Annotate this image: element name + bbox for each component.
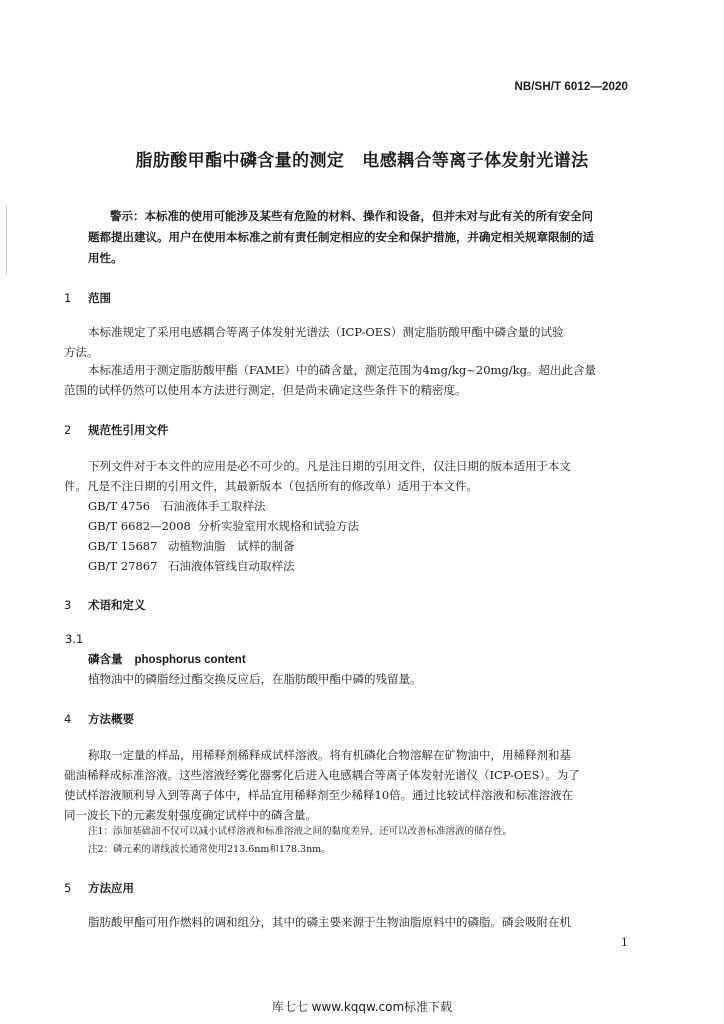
- term-name: [88, 651, 246, 667]
- section-3-heading: [64, 597, 146, 613]
- term-number: 3.1: [65, 632, 84, 646]
- page-number: 1: [621, 936, 628, 949]
- note-2: 注2：磷元素的谱线波长通常使用213.6nm和178.3nm。: [88, 844, 331, 855]
- document-title: [0, 146, 724, 171]
- section-5-title: 方法应用: [88, 881, 134, 895]
- section-4-paragraph-1: [64, 745, 636, 825]
- warning-line-3: 用性。: [88, 251, 123, 265]
- section-2-number: 2: [64, 423, 72, 437]
- reference-item: [88, 536, 295, 556]
- reference-title: 石油液体手工取样法: [162, 499, 266, 513]
- warning-line-2: 题都提出建议。用户在使用本标准之前有责任制定相应的安全和保护措施，并确定相关规章限制的适: [88, 230, 594, 244]
- term-definition: 植物油中的磷脂经过酯交换反应后，在脂肪酸甲酯中磷的残留量。: [88, 672, 422, 686]
- s1-p1-line-2: 方法。: [64, 345, 99, 359]
- reference-title: 分析实验室用水规格和试验方法: [198, 519, 359, 533]
- section-1-number: 1: [64, 291, 72, 305]
- section-1-title: 范围: [88, 291, 111, 305]
- reference-code: GB/T 6682—2008: [88, 519, 191, 533]
- note-1: 注1：添加基础油不仅可以减小试样溶液和标准溶液之间的黏度差异，还可以改善标准溶液的储存性。: [88, 826, 513, 837]
- section-2-heading: [64, 422, 169, 438]
- s1-p2-line-2: 范围的试样仍然可以使用本方法进行测定，但是尚未确定这些条件下的精密度。: [64, 383, 467, 397]
- section-4-title: 方法概要: [88, 712, 134, 726]
- s2-p1-line-2: 件。凡是不注日期的引用文件，其最新版本（包括所有的修改单）适用于本文件。: [64, 479, 478, 493]
- section-2-paragraph-1: [64, 456, 636, 496]
- section-4-number: 4: [64, 712, 72, 726]
- footer-watermark: 库七七 www.kqqw.com标准下载: [271, 1000, 453, 1014]
- reference-item: [88, 496, 266, 516]
- term-english: phosphorus content: [134, 654, 246, 666]
- section-1-paragraph-1: [64, 322, 636, 362]
- section-1-heading: [64, 290, 111, 306]
- reference-code: GB/T 27867: [88, 559, 158, 573]
- reference-title: 动植物油脂 试样的制备: [168, 539, 295, 553]
- term-chinese: 磷含量: [88, 652, 123, 666]
- scan-margin-line: [6, 205, 7, 275]
- section-1-paragraph-2: [64, 360, 636, 400]
- s4-p1-line-3: 使试样溶液顺利导入到等离子体中，样品宜用稀释剂至少稀释10倍。通过比较试样溶液和标准溶液在: [64, 788, 574, 802]
- section-4-heading: [64, 711, 134, 727]
- reference-code: GB/T 15687: [88, 539, 158, 553]
- s2-p1-line-1: 下列文件对于本文件的应用是必不可少的。凡是注日期的引用文件，仅注日期的版本适用于本文: [88, 459, 571, 473]
- reference-item: [88, 556, 295, 576]
- section-2-title: 规范性引用文件: [88, 423, 169, 437]
- s4-p1-line-4: 同一波长下的元素发射强度确定试样中的磷含量。: [64, 808, 317, 822]
- title-part-1: 脂肪酸甲酯中磷含量的测定: [135, 151, 345, 171]
- s1-p2-line-1: 本标准适用于测定脂肪酸甲酯（FAME）中的磷含量，测定范围为4mg/kg~20mg/kg。超出此含量: [88, 363, 596, 377]
- warning-paragraph: [88, 206, 634, 269]
- section-5-number: 5: [64, 881, 72, 895]
- reference-item: [88, 516, 359, 536]
- s1-p1-line-1: 本标准规定了采用电感耦合等离子体发射光谱法（ICP-OES）测定脂肪酸甲酯中磷含量的试验: [88, 325, 564, 339]
- section-5-heading: [64, 880, 134, 896]
- reference-title: 石油液体管线自动取样法: [168, 559, 295, 573]
- section-3-number: 3: [64, 598, 72, 612]
- s4-p1-line-1: 称取一定量的样品，用稀释剂稀释成试样溶液。将有机磷化合物溶解在矿物油中，用稀释剂和基: [88, 748, 571, 762]
- section-5-paragraph-1: 脂肪酸甲酯可用作燃料的调和组分，其中的磷主要来源于生物油脂原料中的磷脂。磷会吸附在机: [88, 915, 571, 929]
- standard-code: NB/SH/T 6012—2020: [514, 81, 628, 93]
- warning-line-1: 警示：本标准的使用可能涉及某些有危险的材料、操作和设备，但并未对与此有关的所有安全问: [110, 209, 593, 223]
- title-part-2: 电感耦合等离子体发射光谱法: [362, 151, 589, 171]
- s4-p1-line-2: 础油稀释成标准溶液。这些溶液经雾化器雾化后进入电感耦合等离子体发射光谱仪（ICP-OES）。为了: [64, 768, 580, 782]
- reference-code: GB/T 4756: [88, 499, 151, 513]
- section-3-title: 术语和定义: [88, 598, 146, 612]
